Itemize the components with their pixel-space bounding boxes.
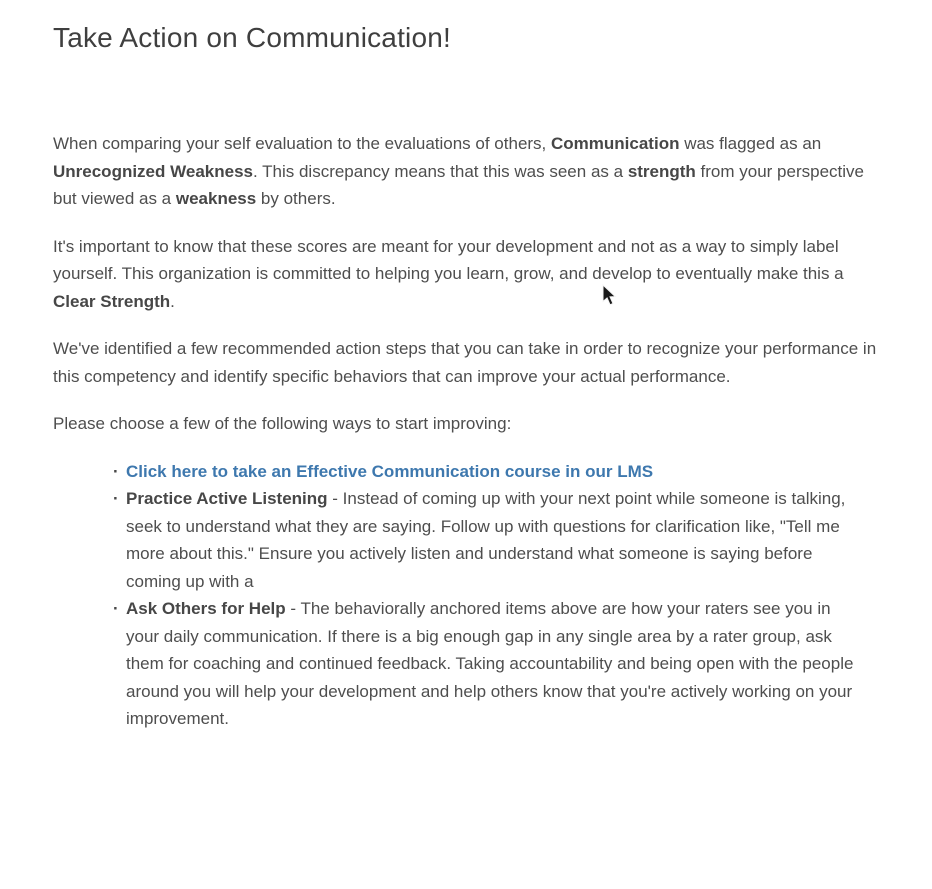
- bold-text: Communication: [551, 134, 680, 153]
- list-item-ask-others: [113, 595, 862, 733]
- bullet-icon: ·: [113, 461, 119, 481]
- list-item-content: [126, 489, 845, 591]
- bullet-icon: ·: [113, 489, 119, 508]
- list-item-lms-course: [113, 458, 862, 486]
- body-text: - The behaviorally anchored items above are how your raters see you in your daily communication. If there is a big enough gap in any single area by a rater group, ask them for coaching and continued feedback. Taking accountability and being open with the people around you will help your development and help others know that you're actively working on your improvement.: [126, 599, 854, 728]
- bold-text: Unrecognized Weakness: [53, 161, 253, 181]
- bold-text: strength: [627, 161, 696, 181]
- bold-text: Practice Active Listening: [126, 489, 328, 508]
- body-text: We've identified a few recommended action steps that you can take in order to recognize your performance in this competency and identify specific behaviors that can improve your actual performance.: [53, 339, 877, 386]
- body-text: .: [170, 291, 175, 311]
- paragraph-choose-prompt: [53, 410, 880, 438]
- body-text: It's important to know that these scores are meant for your development and not as a way to simply label yourself. This organization is committed to helping you learn, grow, and develop to eventually make this a: [53, 236, 844, 283]
- bullet-icon: ·: [113, 599, 119, 618]
- body-text: by others.: [256, 189, 336, 208]
- body-text: When comparing your self evaluation to the evaluations of others,: [53, 134, 552, 153]
- body-text: Please choose a few of the following ways to start improving:: [53, 414, 512, 433]
- bold-text: Clear Strength: [53, 291, 171, 311]
- paragraph-action-steps-intro: [53, 335, 880, 390]
- improvement-action-list: [53, 458, 880, 733]
- bold-text: weakness: [175, 189, 257, 208]
- list-item-content: [126, 599, 853, 728]
- bold-text: Ask Others for Help: [126, 599, 286, 618]
- body-text: from your perspective but viewed as a: [53, 161, 864, 208]
- list-item-active-listening: [113, 485, 862, 595]
- body-text: - Instead of coming up with your next point while someone is talking, seek to understand what they are saying. Follow up with questions for clarification like, "Tell me more about this." Ensure you actively listen and understand what someone is saying before coming up with a: [126, 489, 846, 591]
- paragraph-comparison-overview: [53, 130, 880, 213]
- body-text: . This discrepancy means that this was seen as a: [252, 161, 628, 181]
- paragraph-development-context: [53, 233, 880, 316]
- page-title: Take Action on Communication!: [53, 22, 452, 53]
- lms-course-link[interactable]: Click here to take an Effective Communication course in our LMS: [126, 461, 654, 481]
- list-item-content: [126, 462, 653, 481]
- body-text: was flagged as an: [679, 134, 822, 153]
